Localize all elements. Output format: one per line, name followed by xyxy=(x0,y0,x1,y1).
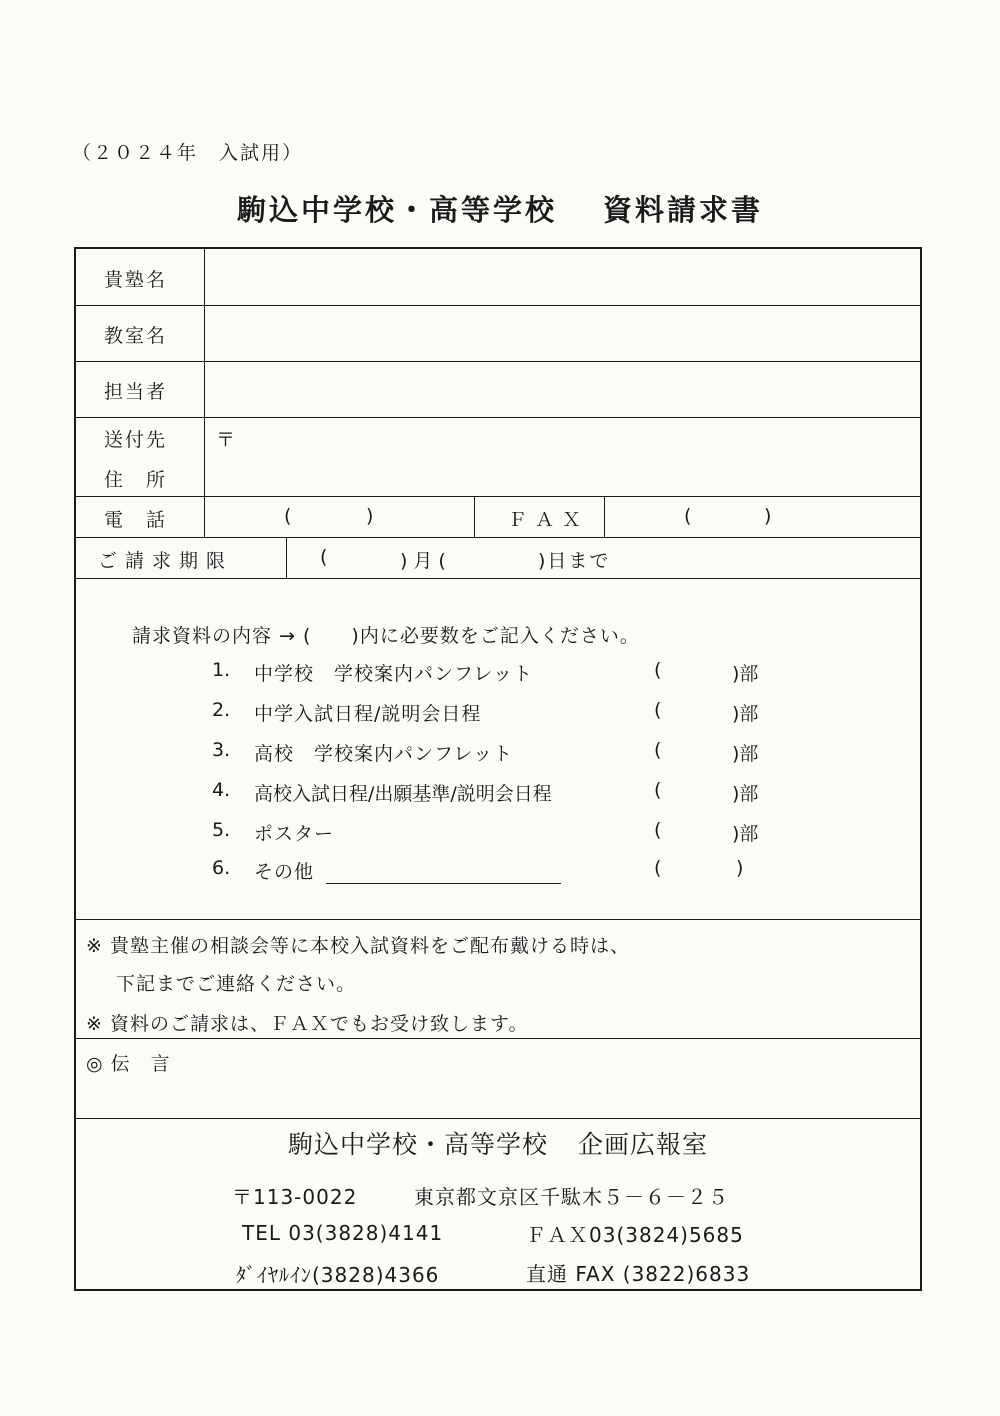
phone-paren-open: ( xyxy=(284,505,292,527)
row-divider xyxy=(76,1038,920,1039)
item-label: 中学校 学校案内パンフレット xyxy=(254,663,534,685)
document-title xyxy=(0,188,1000,229)
item-number: 2. xyxy=(212,699,231,721)
deadline-label: ご請求期限 xyxy=(98,550,234,572)
note-fax-accepted: ※ 資料のご請求は、ＦＡＸでもお受け致します。 xyxy=(86,1013,529,1035)
deadline-divider xyxy=(286,537,287,578)
row-divider xyxy=(76,537,920,538)
item-label: 高校 学校案内パンフレット xyxy=(254,743,514,765)
item-number: 4. xyxy=(212,779,231,801)
footer-org-dept: 企画広報室 xyxy=(578,1130,709,1159)
item-qty-close: )部 xyxy=(732,783,759,805)
row-divider xyxy=(76,1118,920,1119)
deadline-month: )月( xyxy=(400,550,452,572)
footer-fax: ＦＡＸ03(3824)5685 xyxy=(526,1223,744,1247)
phone-label: 電 話 xyxy=(104,509,168,531)
request-form xyxy=(74,247,922,1291)
item-qty-open: ( xyxy=(654,779,662,801)
note-distribution-line2: 下記までご連絡ください。 xyxy=(116,973,357,995)
fax-label: ＦＡＸ xyxy=(508,509,590,531)
person-in-charge-label: 担当者 xyxy=(104,381,168,403)
item-qty-open: ( xyxy=(654,857,662,879)
other-item-write-line[interactable] xyxy=(326,883,561,884)
item-qty-close: ) xyxy=(736,857,744,879)
item-number: 1. xyxy=(212,659,231,681)
address-field[interactable] xyxy=(206,417,920,496)
item-label: その他 xyxy=(254,861,315,883)
fax-paren-close: ) xyxy=(764,505,772,527)
footer-tel: TEL 03(3828)4141 xyxy=(242,1221,444,1245)
phone-paren-close: ) xyxy=(366,505,374,527)
label-column-divider xyxy=(204,249,205,537)
title-school: 駒込中学校・高等学校 xyxy=(236,193,557,227)
person-in-charge-field[interactable] xyxy=(206,361,920,417)
item-qty-open: ( xyxy=(654,819,662,841)
footer-dial-in: ﾀﾞｲﾔﾙｲﾝ(3828)4366 xyxy=(236,1263,440,1287)
item-number: 5. xyxy=(212,819,231,841)
row-divider xyxy=(76,496,920,497)
fax-value-divider xyxy=(604,496,605,537)
footer-postal-code: 〒113-0022 xyxy=(232,1185,358,1209)
item-qty-close: )部 xyxy=(732,743,759,765)
request-intro: 請求資料の内容 → ( )内に必要数をご記入ください。 xyxy=(132,625,640,647)
year-note: （２０２４年 入試用） xyxy=(72,142,304,164)
item-number: 3. xyxy=(212,739,231,761)
item-qty-open: ( xyxy=(654,739,662,761)
row-divider xyxy=(76,578,920,579)
item-qty-open: ( xyxy=(654,699,662,721)
message-label: ◎ 伝 言 xyxy=(86,1053,171,1075)
address-label-line2: 住 所 xyxy=(104,469,168,491)
fax-paren-open: ( xyxy=(684,505,692,527)
item-qty-close: )部 xyxy=(732,663,759,685)
phone-fax-divider xyxy=(474,496,475,537)
footer-org-title xyxy=(76,1125,920,1161)
footer-address: 東京都文京区千駄木５－６－２５ xyxy=(414,1185,729,1209)
item-label: 中学入試日程/説明会日程 xyxy=(254,703,482,725)
item-label: 高校入試日程/出願基準/説明会日程 xyxy=(254,783,552,805)
footer-direct-fax: 直通 FAX (3822)6833 xyxy=(526,1262,751,1286)
item-label: ポスター xyxy=(254,823,335,845)
item-qty-open: ( xyxy=(654,659,662,681)
juku-name-field[interactable] xyxy=(206,249,920,305)
title-doc: 資料請求書 xyxy=(603,193,764,227)
row-divider xyxy=(76,919,920,920)
classroom-name-label: 教室名 xyxy=(104,325,168,347)
classroom-name-field[interactable] xyxy=(206,305,920,361)
item-qty-close: )部 xyxy=(732,703,759,725)
deadline-day: )日まで xyxy=(538,550,611,572)
note-distribution-line1: ※ 貴塾主催の相談会等に本校入試資料をご配布戴ける時は、 xyxy=(86,935,630,957)
item-qty-close: )部 xyxy=(732,823,759,845)
postal-mark: 〒 xyxy=(216,429,236,451)
address-label-line1: 送付先 xyxy=(104,429,168,451)
footer-org-school: 駒込中学校・高等学校 xyxy=(287,1130,548,1159)
item-number: 6. xyxy=(212,857,231,879)
message-field[interactable] xyxy=(76,1075,920,1117)
juku-name-label: 貴塾名 xyxy=(104,269,168,291)
deadline-paren-open: ( xyxy=(320,546,328,568)
